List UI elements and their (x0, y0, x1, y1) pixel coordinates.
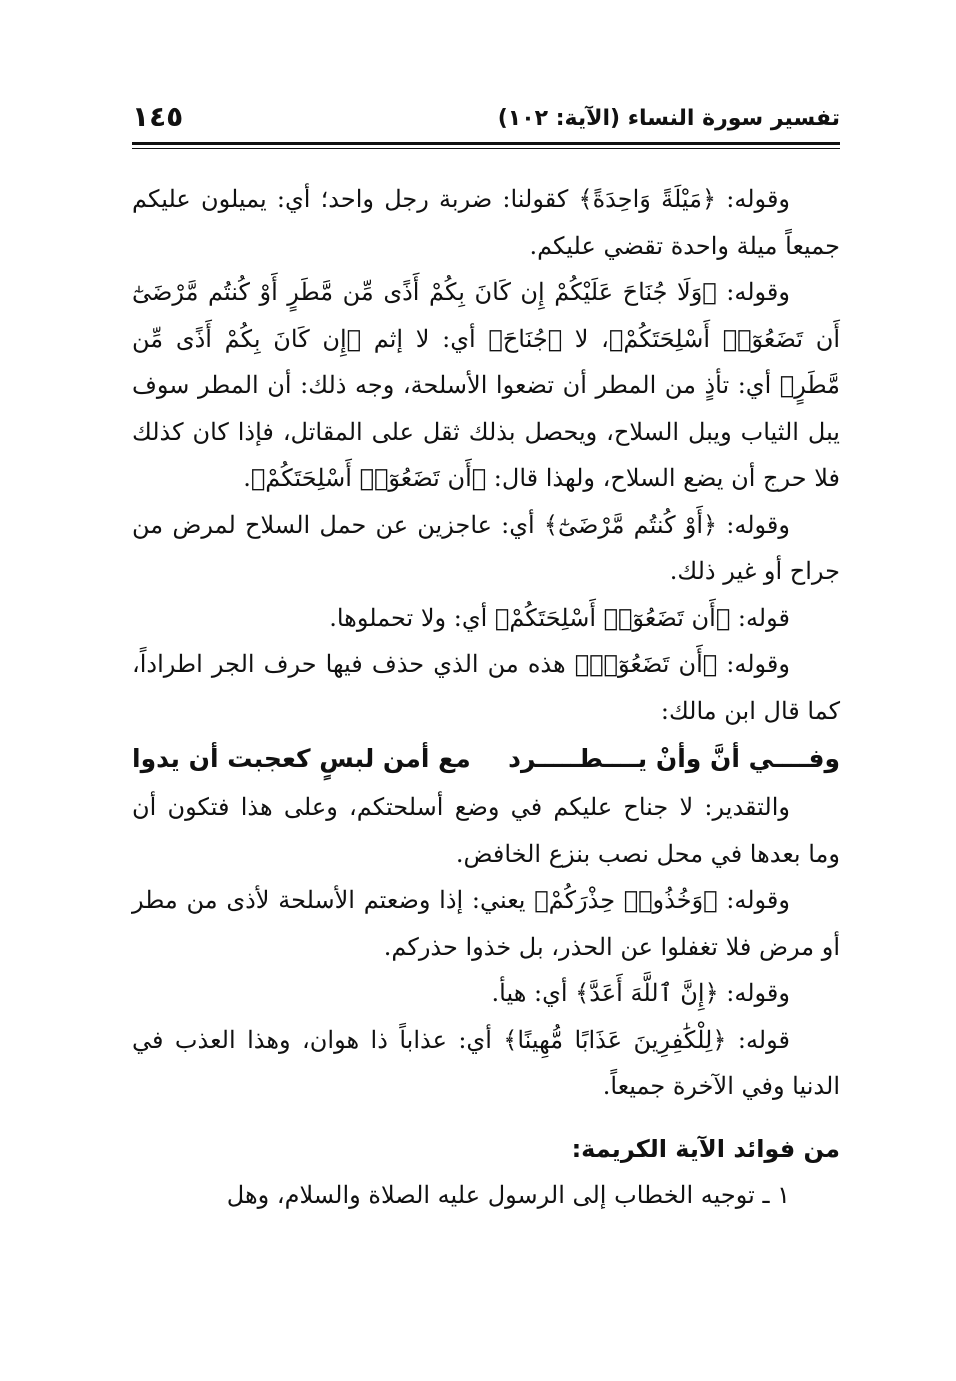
verse-first-hemistich: وفــــي أنَّ وأنْ يــــطـــــرد (508, 744, 840, 773)
page-body (132, 176, 840, 1218)
paragraph: وقوله: ﴿وَلَا جُنَاحَ عَلَيْكُمْ إِن كَانَ بِكُمْ أَذًى مِّن مَّطَرٍ أَوْ كُنتُم مَّرْضَىٰٓ أَن تَضَعُوٓا۟ أَسْلِحَتَكُمْ﴾، لا ﴿جُنَاحَ﴾ أي: لا إثم ﴿إِن كَانَ بِكُمْ أَذًى مِّن مَّطَرٍ﴾ أي: تأذٍ من المطر أن تضعوا الأسلحة، وجه ذلك: أن المطر سوف يبل الثياب ويبل السلاح، ويحصل بذلك ثقل على المقاتل، فإذا كان كذلك فلا حرج أن يضع السلاح، ولهذا قال: ﴿أَن تَضَعُوٓا۟ أَسْلِحَتَكُمْ﴾. (132, 278, 840, 492)
poetry-verse (132, 736, 840, 782)
running-title: تفسير سورة النساء (الآية: ١٠٢) (497, 106, 840, 131)
paragraph: وقوله: ﴿وَخُذُوا۟ حِذْرَكُمْ﴾ يعني: إذا وضعتم الأسلحة لأذى من مطر أو مرض فلا تغفلوا عن الحذر، بل خذوا حذركم. (132, 886, 840, 961)
verse-second-hemistich: مع أمن لبسٍ كعجبت أن يدوا (132, 744, 471, 773)
paragraph: قوله: ﴿أَن تَضَعُوٓا۟ أَسْلِحَتَكُمْ﴾ أي: ولا تحملوها. (329, 603, 790, 632)
section-heading: من فوائد الآية الكريمة: (571, 1134, 840, 1163)
header-rule-thin (132, 148, 840, 149)
page-header (132, 100, 840, 140)
paragraph: قوله: ﴿لِلْكَٰفِرِينَ عَذَابًا مُّهِينًا﴾ أي: عذاباً ذا هوان، وهذا العذب في الدنيا وفي الآخرة جميعاً. (132, 1025, 840, 1100)
page-number: ١٤٥ (132, 100, 184, 133)
paragraph: والتقدير: لا جناح عليكم في وضع أسلحتكم، وعلى هذا فتكون أن وما بعدها في محل نصب بنزع الخافض. (132, 793, 840, 868)
paragraph: وقوله: ﴿أَوْ كُنتُم مَّرْضَىٰٓ﴾ أي: عاجزين عن حمل السلاح لمرض من جراح أو غير ذلك. (132, 510, 840, 585)
list-item: ١ ـ توجيه الخطاب إلى الرسول عليه الصلاة والسلام، وهل (226, 1180, 790, 1209)
paragraph: وقوله: ﴿مَيْلَةً وَاحِدَةً﴾ كقولنا: ضربة رجل واحد؛ أي: يميلون عليكم جميعاً ميلة واحدة تقضي عليكم. (132, 185, 840, 260)
header-rule-thick (132, 142, 840, 145)
paragraph: وقوله: ﴿إِنَّ ٱللَّهَ أَعَدَّ﴾ أي: هيأ. (491, 979, 790, 1007)
paragraph: وقوله: ﴿أَن تَضَعُوٓا۟﴾ هذه من الذي حذف فيها حرف الجر اطراداً، كما قال ابن مالك: (132, 650, 840, 725)
